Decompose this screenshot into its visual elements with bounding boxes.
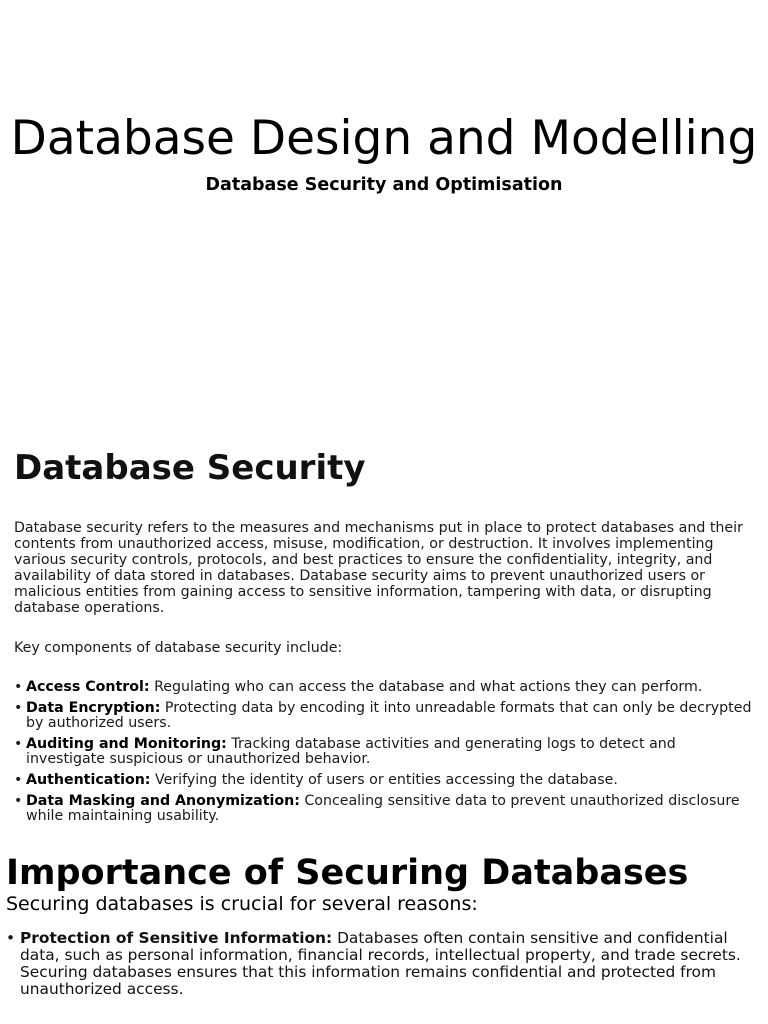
list-item-term: Data Masking and Anonymization:: [26, 792, 300, 809]
reasons-list: [6, 930, 762, 998]
list-item-term: Auditing and Monitoring:: [26, 735, 227, 752]
bullet-icon: •: [14, 792, 23, 809]
list-item: [14, 701, 754, 732]
list-item-text: Regulating who can access the database and what actions they can perform.: [149, 679, 703, 695]
list-item-text: Verifying the identity of users or entities accessing the database.: [150, 771, 618, 788]
document-title: Database Design and Modelling: [10, 111, 758, 166]
bullet-icon: •: [14, 679, 23, 695]
list-item: [14, 773, 754, 789]
bullet-icon: •: [6, 929, 16, 947]
list-item-term: Authentication:: [26, 771, 151, 788]
bullet-icon: •: [14, 699, 23, 716]
list-item-text: Databases often contain sensitive and confidential data, such as personal information, financial records, intellectual property, and trade secrets. Securing databases ensures that this information remains confidential and protected from unauthorized access.: [20, 929, 741, 998]
reasons-intro: Securing databases is crucial for several reasons:: [6, 893, 478, 915]
list-item-term: Protection of Sensitive Information:: [20, 929, 333, 947]
list-item: [6, 930, 762, 998]
list-item: [14, 680, 754, 696]
section-heading: Importance of Securing Databases: [6, 853, 689, 893]
bullet-icon: •: [14, 771, 23, 788]
list-item-text: Tracking database activities and generating logs to detect and investigate suspicious or unauthorized behavior.: [26, 735, 676, 768]
list-item-text: Protecting data by encoding it into unreadable formats that can only be decrypted by authorized users.: [26, 699, 752, 732]
list-item-term: Access Control:: [26, 679, 150, 695]
title-slide: [0, 112, 768, 195]
document-subtitle: Database Security and Optimisation: [205, 175, 563, 195]
list-item-term: Data Encryption:: [26, 699, 161, 716]
key-components-intro: Key components of database security include:: [14, 640, 343, 656]
section-heading: Database Security: [14, 448, 366, 488]
bullet-icon: •: [14, 735, 23, 752]
database-security-section: [14, 448, 754, 830]
list-item: [14, 794, 754, 825]
list-item: [14, 737, 754, 768]
list-item-text: Concealing sensitive data to prevent unauthorized disclosure while maintaining usability.: [26, 792, 740, 825]
intro-paragraph: Database security refers to the measures and mechanisms put in place to protect databases and their contents from unauthorized access, misuse, modification, or destruction. It involves implementing various security controls, protocols, and best practices to ensure the confidentiality, integrity, and availability of data stored in databases. Database security aims to prevent unauthorized users or malicious entities from gaining access to sensitive information, tampering with data, or disrupting database operations.: [14, 520, 743, 616]
key-components-list: [14, 680, 754, 825]
importance-section: [6, 854, 762, 998]
